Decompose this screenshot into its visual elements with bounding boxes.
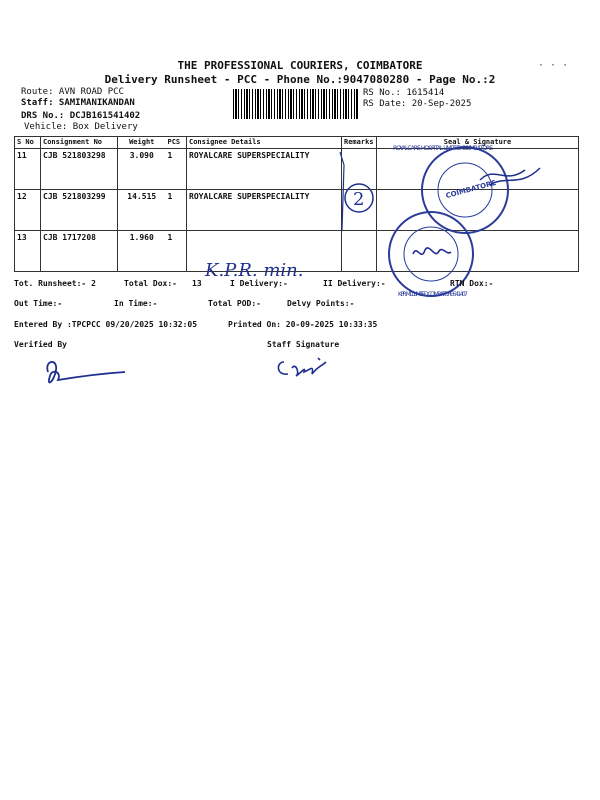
- handwritten-note: K.P.R. min.: [205, 260, 304, 281]
- company-title: THE PROFESSIONAL COURIERS, COIMBATORE: [177, 59, 423, 72]
- runsheet-subtitle: Delivery Runsheet - PCC - Phone No.:9047080280 - Page No.:2: [104, 73, 496, 86]
- row-weight: 1.960: [118, 231, 166, 272]
- seal-text-top: ROYALCARE HOSPITAL LIMITED COIMBATORE: [393, 145, 493, 152]
- col-header-consignee: Consignee Details: [187, 137, 342, 149]
- row-sno: 11: [15, 149, 41, 190]
- row-consignment: CJB 521803299: [41, 190, 118, 231]
- entered-by: Entered By :TPCPCC 09/20/2025 10:32:05: [14, 320, 198, 329]
- staff-signature-mark: [278, 358, 326, 376]
- row-sno: 13: [15, 231, 41, 272]
- seal-text-bottom: K.P.R. MILL LIMITED COIMBATORE 641407: [398, 291, 468, 298]
- in-time: In Time:-: [114, 299, 158, 308]
- col-header-sno: S No: [15, 137, 41, 149]
- ii-delivery: II Delivery:-: [323, 279, 386, 288]
- delvy-points: Delvy Points:-: [287, 299, 355, 308]
- i-delivery: I Delivery:-: [230, 279, 288, 288]
- col-header-seal: Seal & Signature: [377, 137, 579, 149]
- total-pod: Total POD:-: [208, 299, 261, 308]
- row-consignment: CJB 1717208: [41, 231, 118, 272]
- drs-number: DRS No.: DCJB161541402: [21, 111, 141, 121]
- staff-signature-label: Staff Signature: [267, 340, 340, 349]
- vehicle-label: Vehicle: Box Delivery: [24, 122, 138, 132]
- verified-by-label: Verified By: [14, 340, 67, 349]
- svg-text:COIMBATORE: COIMBATORE: [444, 178, 497, 201]
- row-consignment: CJB 521803298: [41, 149, 118, 190]
- row-pcs: 1: [166, 190, 187, 231]
- staff-label: Staff: SAMIMANIKANDAN: [21, 98, 135, 108]
- tot-runsheet: Tot. Runsheet:- 2: [14, 279, 96, 288]
- row-pcs: 1: [166, 149, 187, 190]
- bracket-mark: [340, 152, 344, 230]
- col-header-weight: Weight: [118, 137, 166, 149]
- row-consignee: ROYALCARE SUPERSPECIALITY: [187, 149, 342, 190]
- rs-number: RS No.: 1615414: [363, 88, 445, 98]
- col-header-consignment: Consignment No: [41, 137, 118, 149]
- printed-on: Printed On: 20-09-2025 10:33:35: [228, 320, 378, 329]
- col-header-pcs: PCS: [166, 137, 187, 149]
- total-dox-value: 13: [192, 279, 202, 288]
- row-weight: 3.090: [118, 149, 166, 190]
- route-label: Route: AVN ROAD PCC: [21, 87, 124, 97]
- verifier-signature: [47, 362, 125, 383]
- remark-mark: 2: [353, 189, 365, 210]
- total-dox-label: Total Dox:-: [124, 279, 177, 288]
- rtn-dox: RTN Dox:-: [450, 279, 494, 288]
- row-consignee: ROYALCARE SUPERSPECIALITY: [187, 190, 342, 231]
- row-sno: 12: [15, 190, 41, 231]
- royalcare-seal: [422, 147, 540, 233]
- col-header-remarks: Remarks: [342, 137, 377, 149]
- scan-dots: · · ·: [538, 60, 569, 71]
- rs-date: RS Date: 20-Sep-2025: [363, 99, 472, 109]
- row-pcs: 1: [166, 231, 187, 272]
- out-time: Out Time:-: [14, 299, 63, 308]
- row-weight: 14.515: [118, 190, 166, 231]
